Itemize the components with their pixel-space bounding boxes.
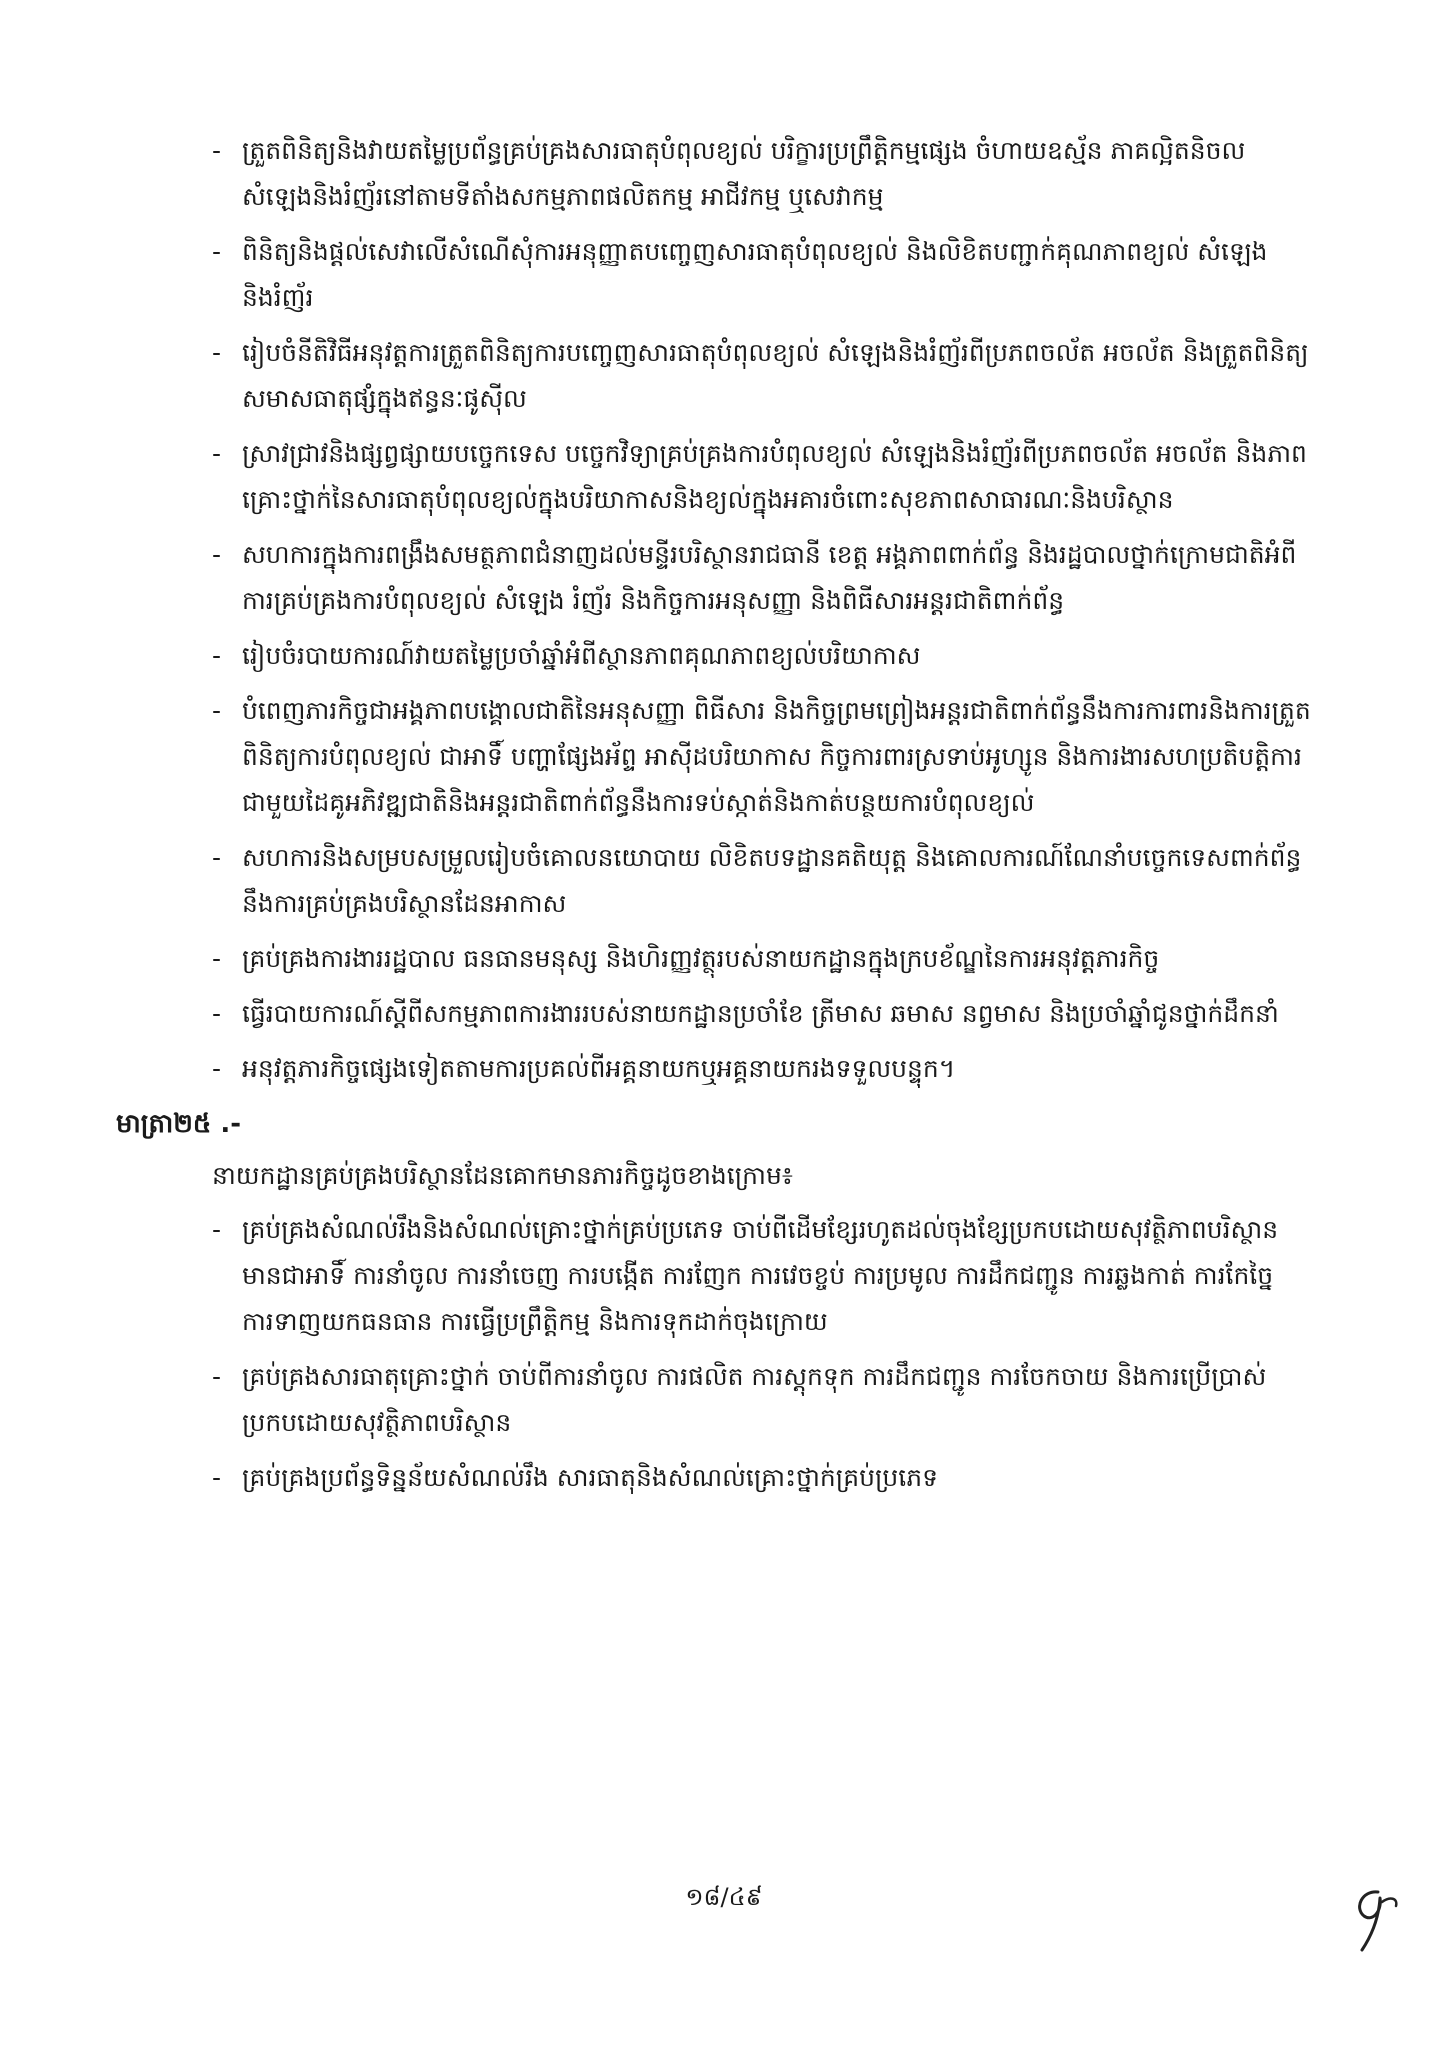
duty-item [212, 532, 1322, 624]
bullet-dash: - [212, 1463, 222, 1492]
duty-item [212, 1455, 1322, 1501]
duty-text: សហការក្នុងការពង្រឹងសមត្ថភាពជំនាញដល់មន្ទីរបរិស្ថានរាជធានី ខេត្ត អង្គភាពពាក់ព័ន្ធ និងរដ្ឋបាលថ្នាក់ក្រោមជាតិអំពីការគ្រប់គ្រងការបំពុលខ្យល់ សំឡេង រំញ័រ និងកិច្ចការអនុសញ្ញា និងពិធីសារអន្តរជាតិពាក់ព័ន្ធ [242, 540, 1297, 615]
duty-item [212, 688, 1322, 826]
duty-item [212, 229, 1322, 321]
duty-text: អនុវត្តភារកិច្ចផ្សេងទៀតតាមការប្រគល់ពីអគ្គនាយកឬអគ្គនាយករងទទួលបន្ទុក។ [242, 1054, 956, 1083]
bullet-dash: - [212, 540, 222, 569]
duty-text: គ្រប់គ្រងសំណល់រឹងនិងសំណល់គ្រោះថ្នាក់គ្រប់ប្រភេទ ចាប់ពីដើមខ្សែរហូតដល់ចុងខ្សែប្រកបដោយសុវត្ថិភាពបរិស្ថាន មានជាអាទិ៍ ការនាំចូល ការនាំចេញ ការបង្កើត ការញែក ការវេចខ្ចប់ ការប្រមូល ការដឹកជញ្ជូន ការឆ្លងកាត់ ការកែច្នៃ ការទាញយកធនធាន ការធ្វើប្រព្រឹត្តិកម្ម និងការទុកដាក់ចុងក្រោយ [242, 1215, 1279, 1336]
duty-text: សហការនិងសម្របសម្រួលរៀបចំគោលនយោបាយ លិខិតបទដ្ឋានគតិយុត្ត និងគោលការណ៍ណែនាំបច្ចេកទេសពាក់ព័ន្ធនឹងការគ្រប់គ្រងបរិស្ថានដែនអាកាស [242, 843, 1302, 918]
bullet-dash: - [212, 944, 222, 973]
handwritten-initial-mark [1338, 1880, 1408, 1960]
duty-text: ធ្វើរបាយការណ៍ស្តីពីសកម្មភាពការងាររបស់នាយកដ្ឋានប្រចាំខែ ត្រីមាស ឆមាស នព្វមាស និងប្រចាំឆ្នាំជូនថ្នាក់ដឹកនាំ [242, 999, 1279, 1028]
bullet-dash: - [212, 1054, 222, 1083]
duty-item [212, 1354, 1322, 1446]
bullet-dash: - [212, 136, 222, 165]
bullet-dash: - [212, 696, 222, 725]
duty-item [212, 936, 1322, 982]
article-intro: នាយកដ្ឋានគ្រប់គ្រងបរិស្ថានដែនគោកមានភារកិច្ចដូចខាងក្រោម៖ [212, 1161, 793, 1190]
bullet-dash: - [212, 843, 222, 872]
duty-text: គ្រប់គ្រងសារធាតុគ្រោះថ្នាក់ ចាប់ពីការនាំចូល ការផលិត ការស្តុកទុក ការដឹកជញ្ជូន ការចែកចាយ និងការប្រើប្រាស់ប្រកបដោយសុវត្ថិភាពបរិស្ថាន [242, 1362, 1267, 1437]
document-body [116, 128, 1322, 1510]
bullet-dash: - [212, 439, 222, 468]
bullet-dash: - [212, 641, 222, 670]
bullet-dash: - [212, 1362, 222, 1391]
duty-item [212, 330, 1322, 422]
bullet-dash: - [212, 1215, 222, 1244]
bullet-dash: - [212, 338, 222, 367]
duty-text: ស្រាវជ្រាវនិងផ្សព្វផ្សាយបច្ចេកទេស បច្ចេកវិទ្យាគ្រប់គ្រងការបំពុលខ្យល់ សំឡេងនិងរំញ័រពីប្រភពចល័ត អចល័ត និងភាពគ្រោះថ្នាក់នៃសារធាតុបំពុលខ្យល់ក្នុងបរិយាកាសនិងខ្យល់ក្នុងអគារចំពោះសុខភាពសាធារណៈនិងបរិស្ថាន [242, 439, 1307, 514]
duty-item [212, 128, 1322, 220]
duty-item [212, 633, 1322, 679]
duty-text: រៀបចំរបាយការណ៍វាយតម្លៃប្រចាំឆ្នាំអំពីស្ថានភាពគុណភាពខ្យល់បរិយាកាស [242, 641, 921, 670]
duty-text: ត្រួតពិនិត្យនិងវាយតម្លៃប្រព័ន្ធគ្រប់គ្រងសារធាតុបំពុលខ្យល់ បរិក្ខារប្រព្រឹត្តិកម្មផ្សេង ចំហាយឧស្ម័ន ភាគល្អិតនិចល សំឡេងនិងរំញ័រនៅតាមទីតាំងសកម្មភាពផលិតកម្ម អាជីវកម្ម ឬសេវាកម្ម [242, 136, 1246, 211]
duty-item [212, 991, 1322, 1037]
duty-text: រៀបចំនីតិវិធីអនុវត្តការត្រួតពិនិត្យការបញ្ចេញសារធាតុបំពុលខ្យល់ សំឡេងនិងរំញ័រពីប្រភពចល័ត អចល័ត និងត្រួតពិនិត្យសមាសធាតុផ្សំក្នុងឥន្ធនៈផូស៊ីល [242, 338, 1309, 413]
duty-item [212, 1046, 1322, 1092]
duty-item [212, 1207, 1322, 1345]
duty-text: គ្រប់គ្រងប្រព័ន្ធទិន្នន័យសំណល់រឹង សារធាតុនិងសំណល់គ្រោះថ្នាក់គ្រប់ប្រភេទ [242, 1463, 938, 1492]
page-number: ១៨/៤៩ [685, 1883, 763, 1911]
duty-item [212, 835, 1322, 927]
article-heading: មាត្រា២៥ .- [116, 1109, 242, 1139]
bullet-dash: - [212, 237, 222, 266]
duty-item [212, 431, 1322, 523]
duty-text: ពិនិត្យនិងផ្តល់សេវាលើសំណើសុំការអនុញ្ញាតបញ្ចេញសារធាតុបំពុលខ្យល់ និងលិខិតបញ្ជាក់គុណភាពខ្យល់ សំឡេងនិងរំញ័រ [242, 237, 1268, 312]
duty-text: បំពេញភារកិច្ចជាអង្គភាពបង្គោលជាតិនៃអនុសញ្ញា ពិធីសារ និងកិច្ចព្រមព្រៀងអន្តរជាតិពាក់ព័ន្ធនឹងការការពារនិងការត្រួតពិនិត្យការបំពុលខ្យល់ ជាអាទិ៍ បញ្ហាផ្សែងអ័ព្ទ អាស៊ីដបរិយាកាស កិច្ចការពារស្រទាប់អូហ្សូន និងការងារសហប្រតិបត្តិការជាមួយដៃគូអភិវឌ្ឍជាតិនិងអន្តរជាតិពាក់ព័ន្ធនឹងការទប់ស្កាត់និងកាត់បន្ថយការបំពុលខ្យល់ [242, 696, 1311, 817]
duty-text: គ្រប់គ្រងការងាររដ្ឋបាល ធនធានមនុស្ស និងហិរញ្ញវត្ថុរបស់នាយកដ្ឋានក្នុងក្របខ័ណ្ឌនៃការអនុវត្តភារកិច្ច [242, 944, 1160, 973]
bullet-dash: - [212, 999, 222, 1028]
